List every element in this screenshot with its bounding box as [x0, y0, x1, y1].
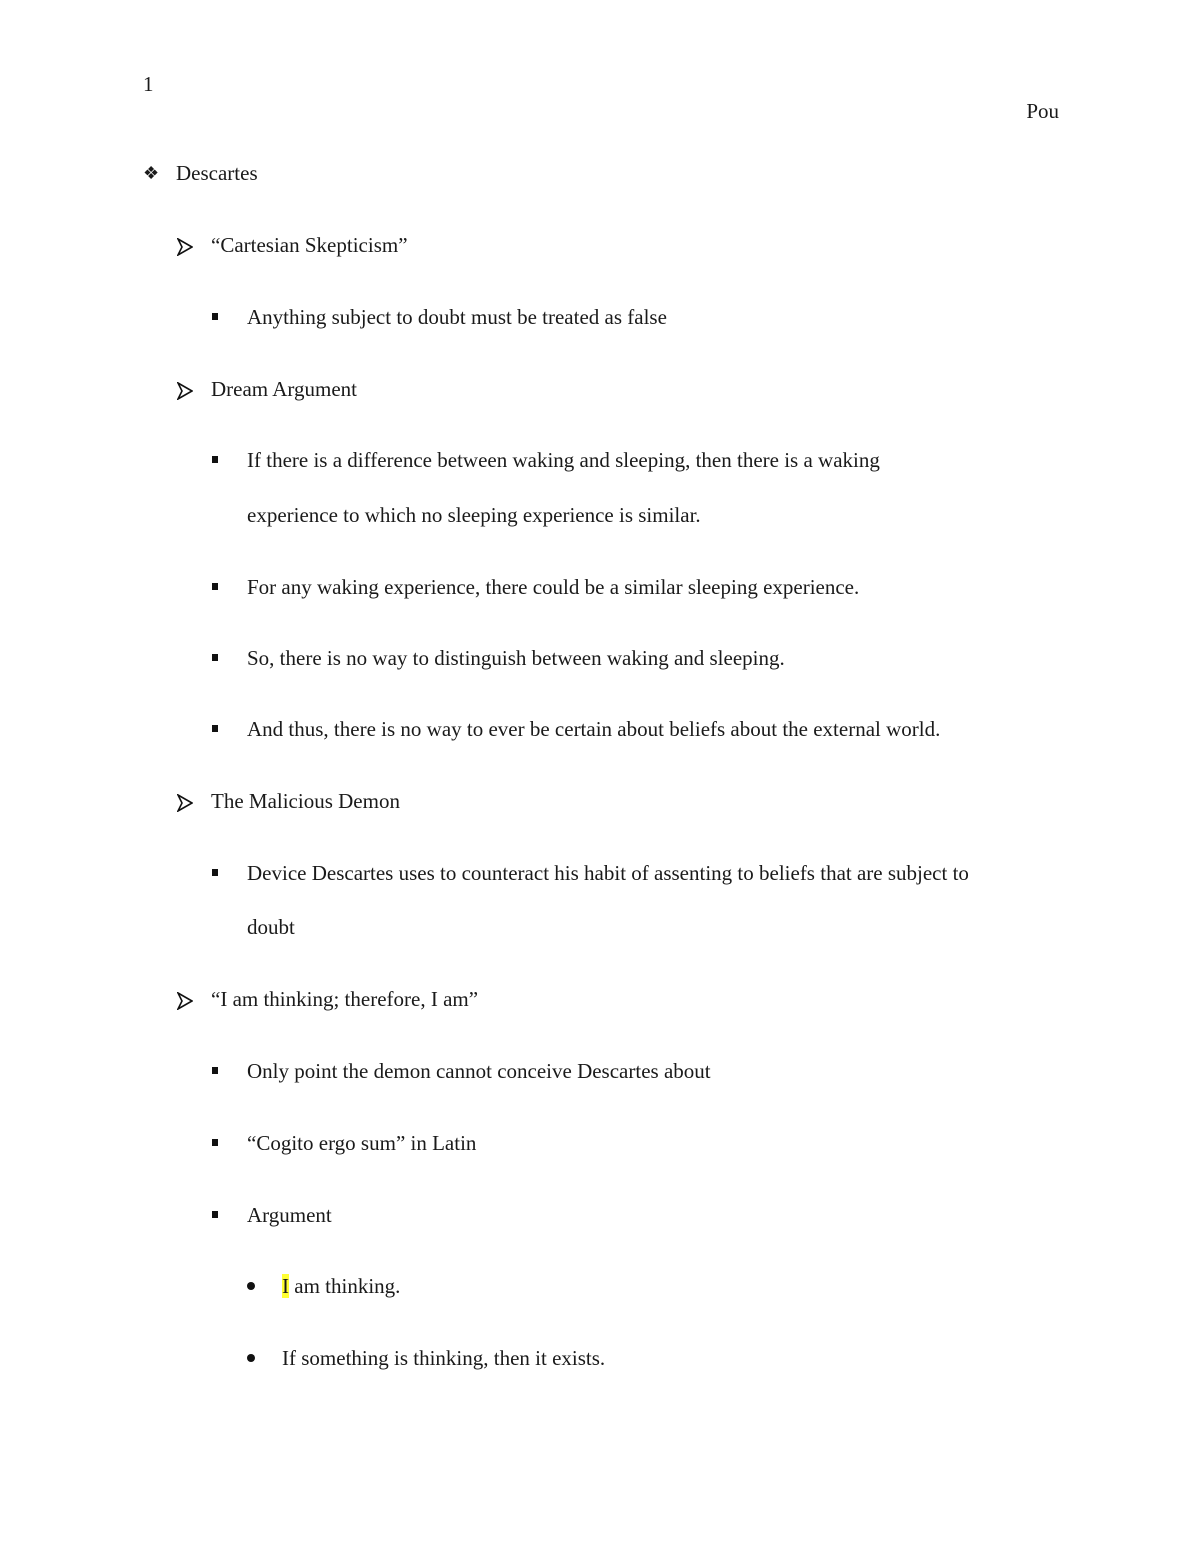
diamond-bullet-icon: ❖: [143, 163, 160, 183]
outline-text: And thus, there is no way to ever be certain about beliefs about the external world.: [247, 717, 941, 741]
square-bullet-icon: [212, 869, 218, 876]
square-bullet-icon: [212, 456, 218, 463]
outline-text: Dream Argument: [211, 377, 357, 401]
square-bullet-icon: [212, 1067, 218, 1074]
square-bullet-icon: [212, 1211, 218, 1218]
outline-text: Only point the demon cannot conceive Descartes about: [247, 1059, 711, 1083]
arrow-bullet-icon: [177, 791, 193, 809]
square-bullet-icon: [212, 725, 218, 732]
square-bullet-icon: [212, 654, 218, 661]
outline-text: For any waking experience, there could be a similar sleeping experience.: [247, 575, 860, 599]
outline-text: So, there is no way to distinguish between waking and sleeping.: [247, 646, 785, 670]
outline-text-rest: am thinking.: [289, 1274, 401, 1298]
header-author: Pou: [1026, 99, 1059, 123]
outline-text: “Cartesian Skepticism”: [211, 233, 408, 257]
outline-text: If something is thinking, then it exists.: [282, 1346, 606, 1370]
outline-text: If there is a difference between waking and sleeping, then there is a waking: [247, 448, 880, 472]
outline-text: Descartes: [176, 161, 258, 185]
square-bullet-icon: [212, 1139, 218, 1146]
outline-text: Anything subject to doubt must be treated as false: [247, 305, 667, 329]
square-bullet-icon: [212, 583, 218, 590]
arrow-bullet-icon: [177, 235, 193, 253]
arrow-bullet-icon: [177, 379, 193, 397]
outline-text: Device Descartes uses to counteract his habit of assenting to beliefs that are subject to: [247, 861, 969, 885]
round-bullet-icon: [247, 1282, 255, 1290]
outline-text: Argument: [247, 1203, 332, 1227]
arrow-bullet-icon: [177, 989, 193, 1007]
outline-text: The Malicious Demon: [211, 789, 400, 813]
square-bullet-icon: [212, 313, 218, 320]
outline-text: “Cogito ergo sum” in Latin: [247, 1131, 477, 1155]
page-number: 1: [143, 72, 154, 96]
outline-text: “I am thinking; therefore, I am”: [211, 987, 479, 1011]
highlighted-text: I: [282, 1274, 289, 1298]
outline-text: doubt: [247, 915, 295, 939]
outline-text: [282, 1272, 400, 1300]
round-bullet-icon: [247, 1354, 255, 1362]
outline-text: experience to which no sleeping experience is similar.: [247, 503, 701, 527]
